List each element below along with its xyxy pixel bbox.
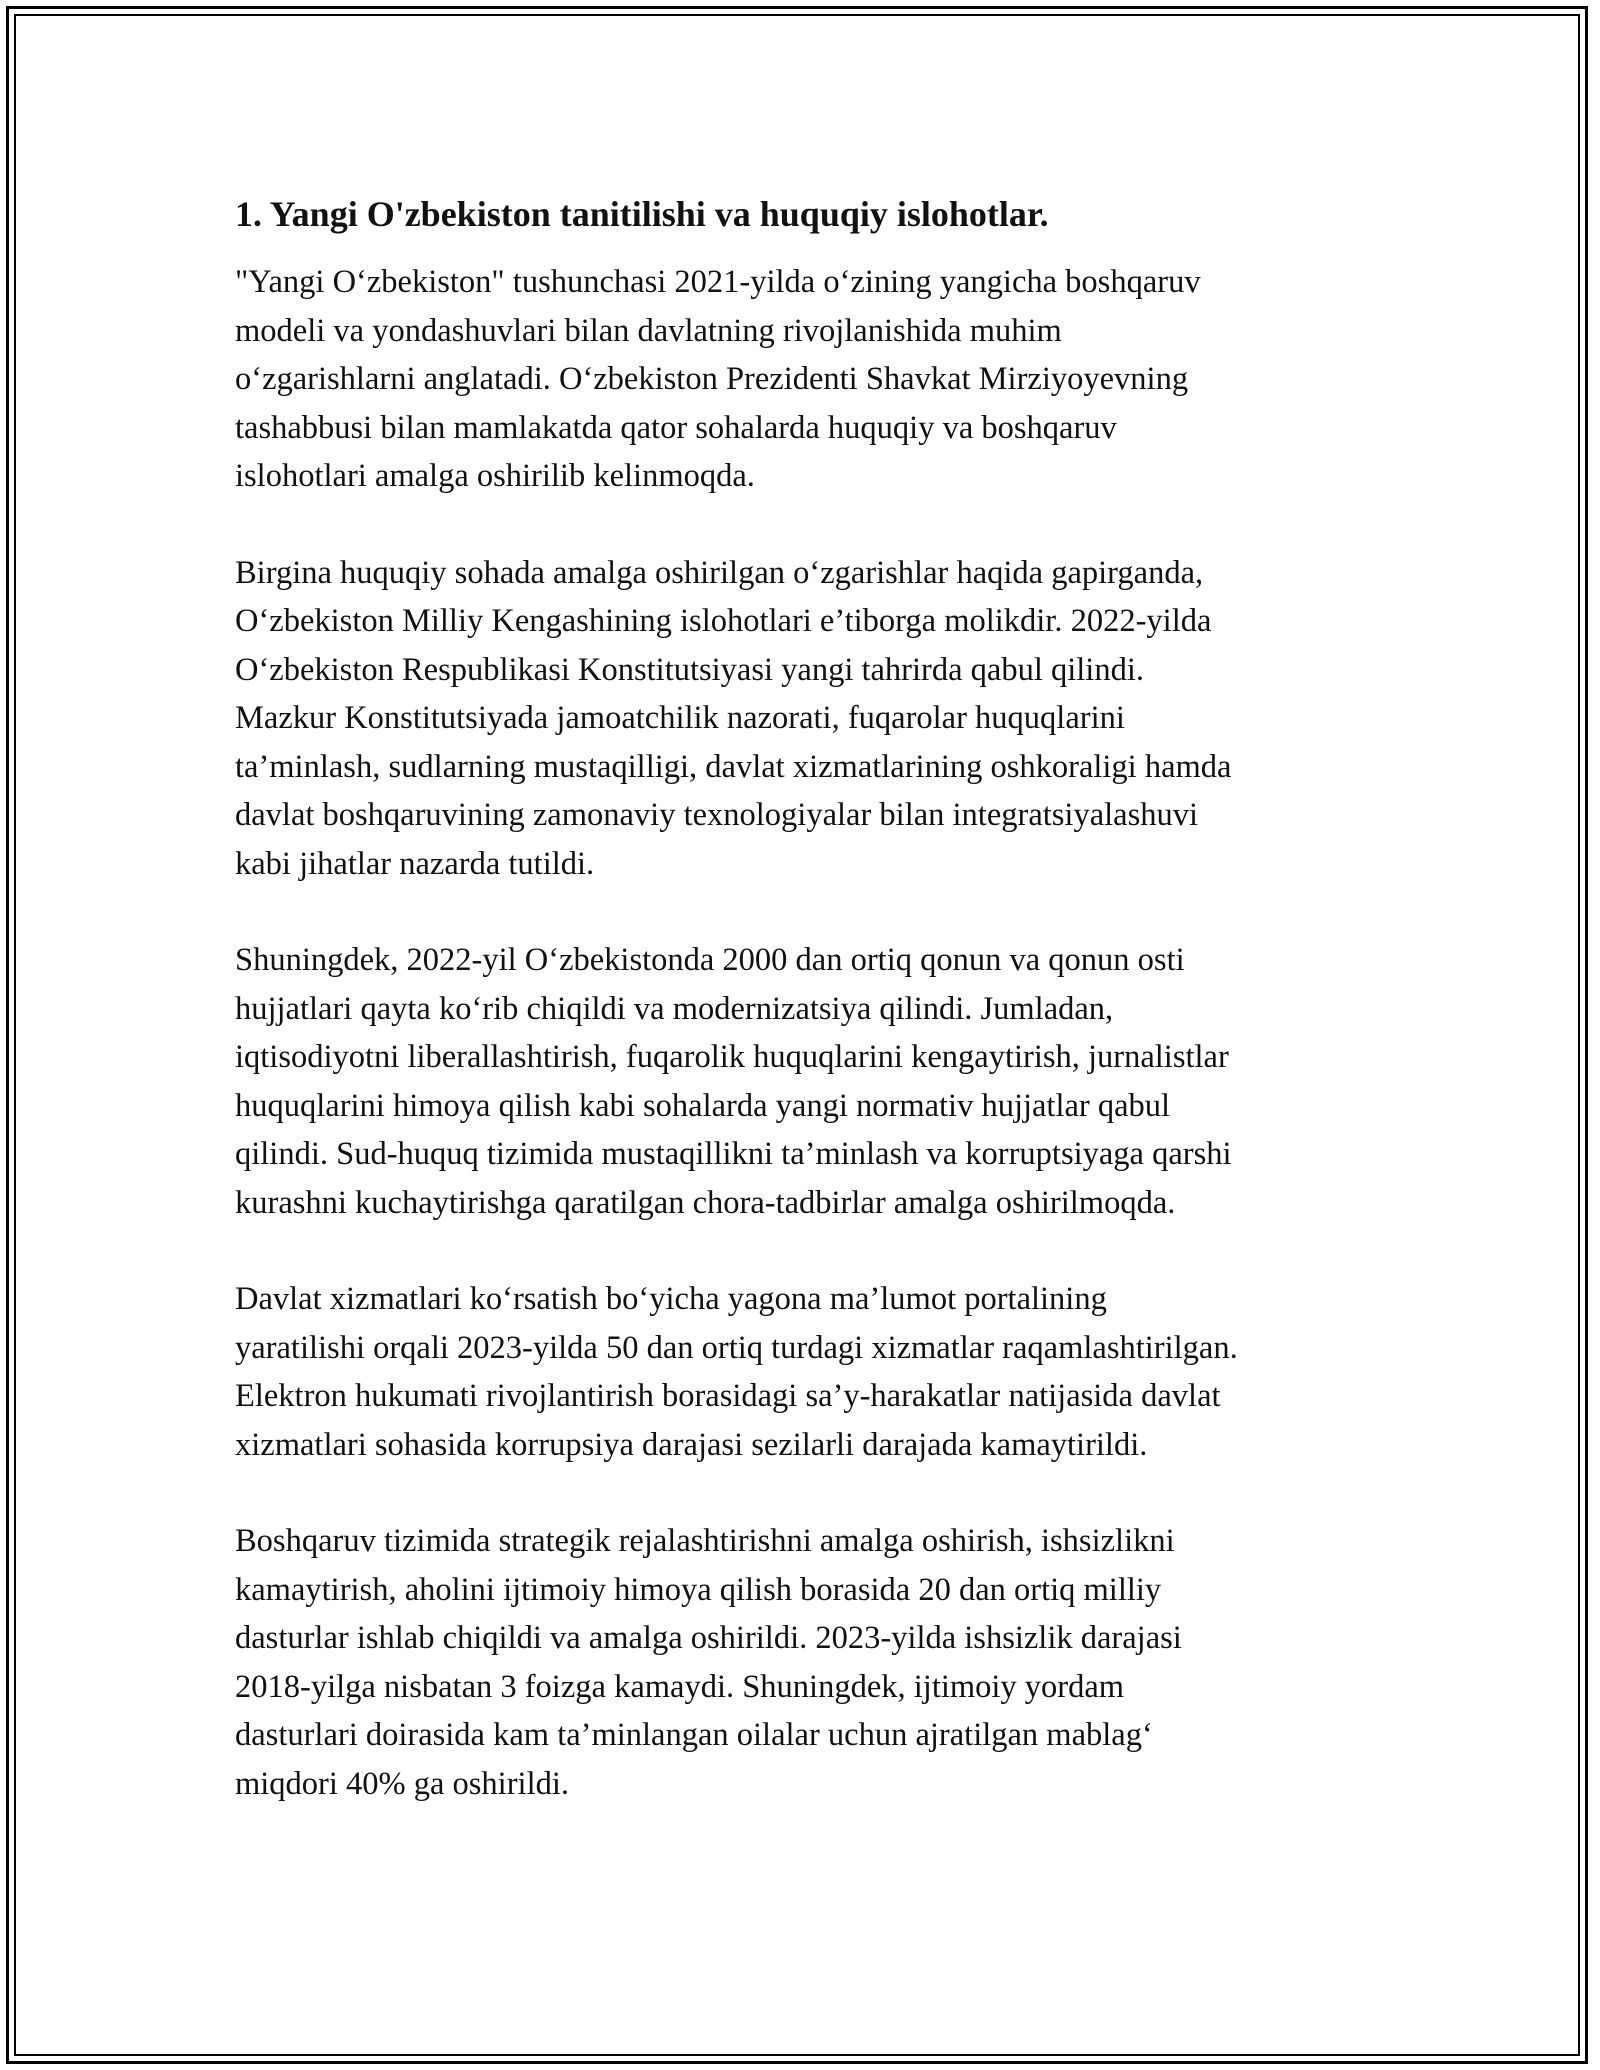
paragraph-line: o‘zgarishlarni anglatadi. O‘zbekiston Prezidenti Shavkat Mirziyoyevning <box>235 361 1189 397</box>
paragraph-line: iqtisodiyotni liberallashtirish, fuqarolik huquqlarini kengaytirish, jurnalistlar <box>235 1039 1229 1075</box>
document-body <box>235 190 1385 1856</box>
paragraph-line: 2018-yilga nisbatan 3 foizga kamaydi. Shuningdek, ijtimoiy yordam <box>235 1668 1125 1705</box>
paragraph-line: O‘zbekiston Milliy Kengashining islohotlari e’tiborga molikdir. 2022-yilda <box>235 603 1212 639</box>
paragraph-line: Boshqaruv tizimida strategik rejalashtirishni amalga oshirish, ishsizlikni <box>235 1523 1175 1559</box>
paragraph-line: kurashni kuchaytirishga qaratilgan chora-tadbirlar amalga oshirilmoqda. <box>235 1184 1176 1221</box>
paragraph-line: miqdori 40% ga oshirildi. <box>235 1765 569 1802</box>
paragraph-line: dasturlari doirasida kam ta’minlangan oilalar uchun ajratilgan mablag‘ <box>235 1717 1153 1753</box>
paragraph-line: tashabbusi bilan mamlakatda qator sohalarda huquqiy va boshqaruv <box>235 409 1117 446</box>
paragraph-1 <box>235 258 1385 501</box>
document-title: 1. Yangi O'zbekiston tanitilishi va huquqiy islohotlar. <box>235 194 1049 234</box>
paragraph-line: davlat boshqaruvining zamonaviy texnologiyalar bilan integratsiyalashuvi <box>235 797 1199 833</box>
paragraph-line: Mazkur Konstitutsiyada jamoatchilik nazorati, fuqarolar huquqlarini <box>235 700 1125 736</box>
paragraph-line: Elektron hukumati rivojlantirish borasidagi sa’y-harakatlar natijasida davlat <box>235 1378 1221 1414</box>
paragraph-line: Shuningdek, 2022-yil O‘zbekistonda 2000 dan ortiq qonun va qonun osti <box>235 942 1185 978</box>
paragraph-line: hujjatlari qayta ko‘rib chiqildi va modernizatsiya qilindi. Jumladan, <box>235 990 1114 1027</box>
paragraph-line: modeli va yondashuvlari bilan davlatning rivojlanishida muhim <box>235 312 1062 349</box>
paragraph-3 <box>235 936 1385 1227</box>
paragraph-line: kamaytirish, aholini ijtimoiy himoya qilish borasida 20 dan ortiq milliy <box>235 1571 1162 1608</box>
paragraph-line: ta’minlash, sudlarning mustaqilligi, davlat xizmatlarining oshkoraligi hamda <box>235 748 1232 785</box>
paragraph-2 <box>235 549 1385 889</box>
paragraph-line: "Yangi O‘zbekiston" tushunchasi 2021-yilda o‘zining yangicha boshqaruv <box>235 264 1201 300</box>
paragraph-5 <box>235 1517 1385 1808</box>
paragraph-line: kabi jihatlar nazarda tutildi. <box>235 845 595 882</box>
paragraph-line: huquqlarini himoya qilish kabi sohalarda yangi normativ hujjatlar qabul <box>235 1087 1171 1124</box>
paragraph-line: islohotlari amalga oshirilib kelinmoqda. <box>235 458 755 494</box>
paragraph-line: yaratilishi orqali 2023-yilda 50 dan ortiq turdagi xizmatlar raqamlashtirilgan. <box>235 1329 1238 1366</box>
paragraph-line: dasturlar ishlab chiqildi va amalga oshirildi. 2023-yilda ishsizlik darajasi <box>235 1620 1182 1656</box>
paragraph-line: xizmatlari sohasida korrupsiya darajasi sezilarli darajada kamaytirildi. <box>235 1426 1148 1463</box>
paragraph-line: Birgina huquqiy sohada amalga oshirilgan o‘zgarishlar haqida gapirganda, <box>235 554 1204 591</box>
paragraph-line: O‘zbekiston Respublikasi Konstitutsiyasi yangi tahrirda qabul qilindi. <box>235 651 1144 688</box>
paragraph-line: qilindi. Sud-huquq tizimida mustaqillikni ta’minlash va korruptsiyaga qarshi <box>235 1136 1232 1172</box>
paragraph-line: Davlat xizmatlari ko‘rsatish bo‘yicha yagona ma’lumot portalining <box>235 1281 1107 1317</box>
paragraph-4 <box>235 1275 1385 1469</box>
